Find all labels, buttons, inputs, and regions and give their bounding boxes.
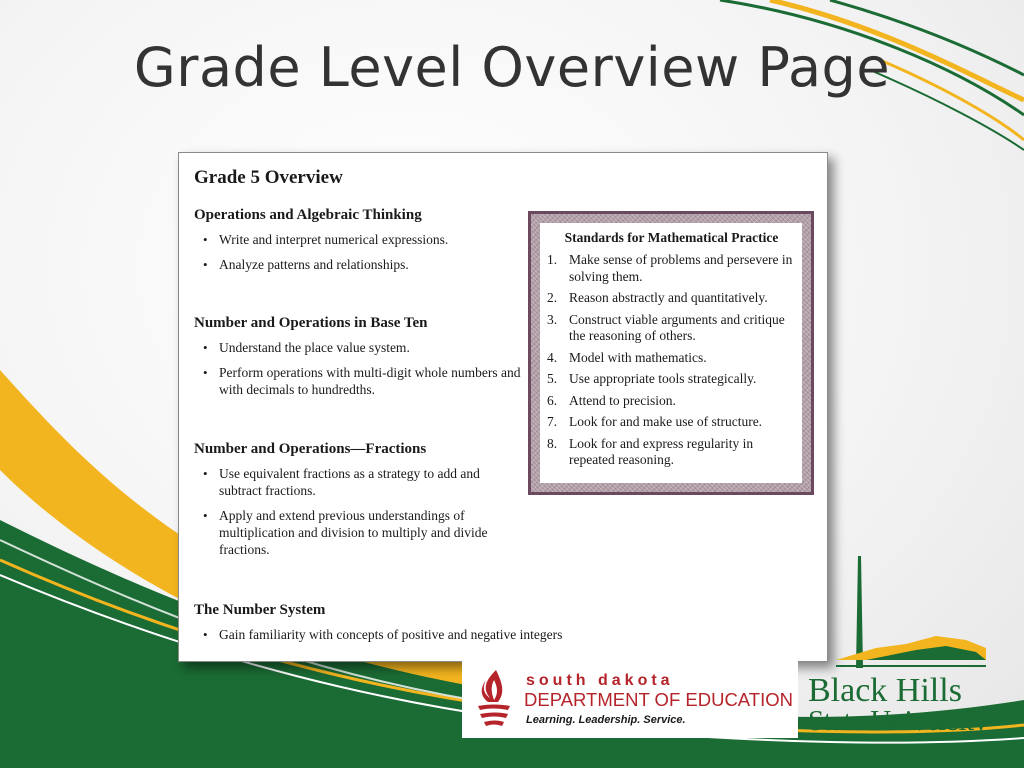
practice-item: 1. Make sense of problems and persevere in solving them.: [547, 252, 793, 284]
bullet-icon: •: [203, 508, 208, 523]
practice-item: 3. Construct viable arguments and critique the reasoning of others.: [547, 311, 785, 343]
list-item: • Understand the place value system.: [203, 340, 410, 355]
bullet-icon: •: [203, 232, 208, 247]
sd-doe-logo: [462, 660, 798, 738]
practice-item: 6. Attend to precision.: [547, 392, 676, 408]
list-item: • Write and interpret numerical expressions.: [203, 232, 449, 247]
practice-item: 5. Use appropriate tools strategically.: [547, 371, 757, 386]
bullet-icon: •: [203, 466, 208, 481]
domain-heading: Number and Operations—Fractions: [194, 441, 427, 457]
spire-mountain-icon: [836, 548, 986, 673]
domain-fractions: [194, 441, 524, 566]
slide-title: Grade Level Overview Page: [133, 36, 891, 99]
list-item: • Perform operations with multi-digit whole numbers and with decimals to hundredths.: [203, 365, 521, 397]
practice-item: 7. Look for and make use of structure.: [547, 414, 763, 429]
bhsu-logo-line1: Black Hills: [808, 672, 962, 709]
document-title: Grade 5 Overview: [194, 167, 343, 188]
domain-heading: Operations and Algebraic Thinking: [194, 207, 422, 223]
domain-base-ten: [194, 315, 524, 406]
list-item: • Apply and extend previous understandings of multiplication and division to multiply and divide fractions.: [203, 508, 488, 557]
practice-item: 8. Look for and express regularity in repeated reasoning.: [547, 435, 754, 467]
bullet-icon: •: [203, 257, 208, 272]
practice-item: 4. Model with mathematics.: [547, 349, 707, 365]
list-item: • Use equivalent fractions as a strategy to add and subtract fractions.: [203, 466, 480, 498]
bullet-icon: •: [203, 340, 208, 355]
domain-heading: Number and Operations in Base Ten: [194, 315, 428, 331]
grade-overview-document: [178, 152, 828, 662]
bhsu-logo-line2: State University: [808, 705, 988, 737]
practice-box-title: Standards for Mathematical Practice: [564, 230, 779, 245]
bullet-icon: •: [203, 365, 208, 380]
domain-operations-algebraic: [194, 207, 524, 281]
list-item: • Analyze patterns and relationships.: [203, 257, 409, 272]
bullet-icon: •: [203, 627, 208, 642]
sd-logo-line1: south dakota: [526, 672, 674, 689]
sd-logo-tagline: Learning. Leadership. Service.: [526, 714, 686, 726]
flame-torch-icon: [470, 666, 518, 732]
domain-number-system: [194, 602, 594, 651]
practice-standards-box: [528, 211, 814, 495]
practice-item: 2. Reason abstractly and quantitatively.: [547, 290, 768, 305]
domain-heading: The Number System: [194, 602, 326, 618]
sd-logo-line2: DEPARTMENT OF EDUCATION: [524, 689, 793, 710]
list-item: • Gain familiarity with concepts of positive and negative integers: [203, 627, 563, 642]
